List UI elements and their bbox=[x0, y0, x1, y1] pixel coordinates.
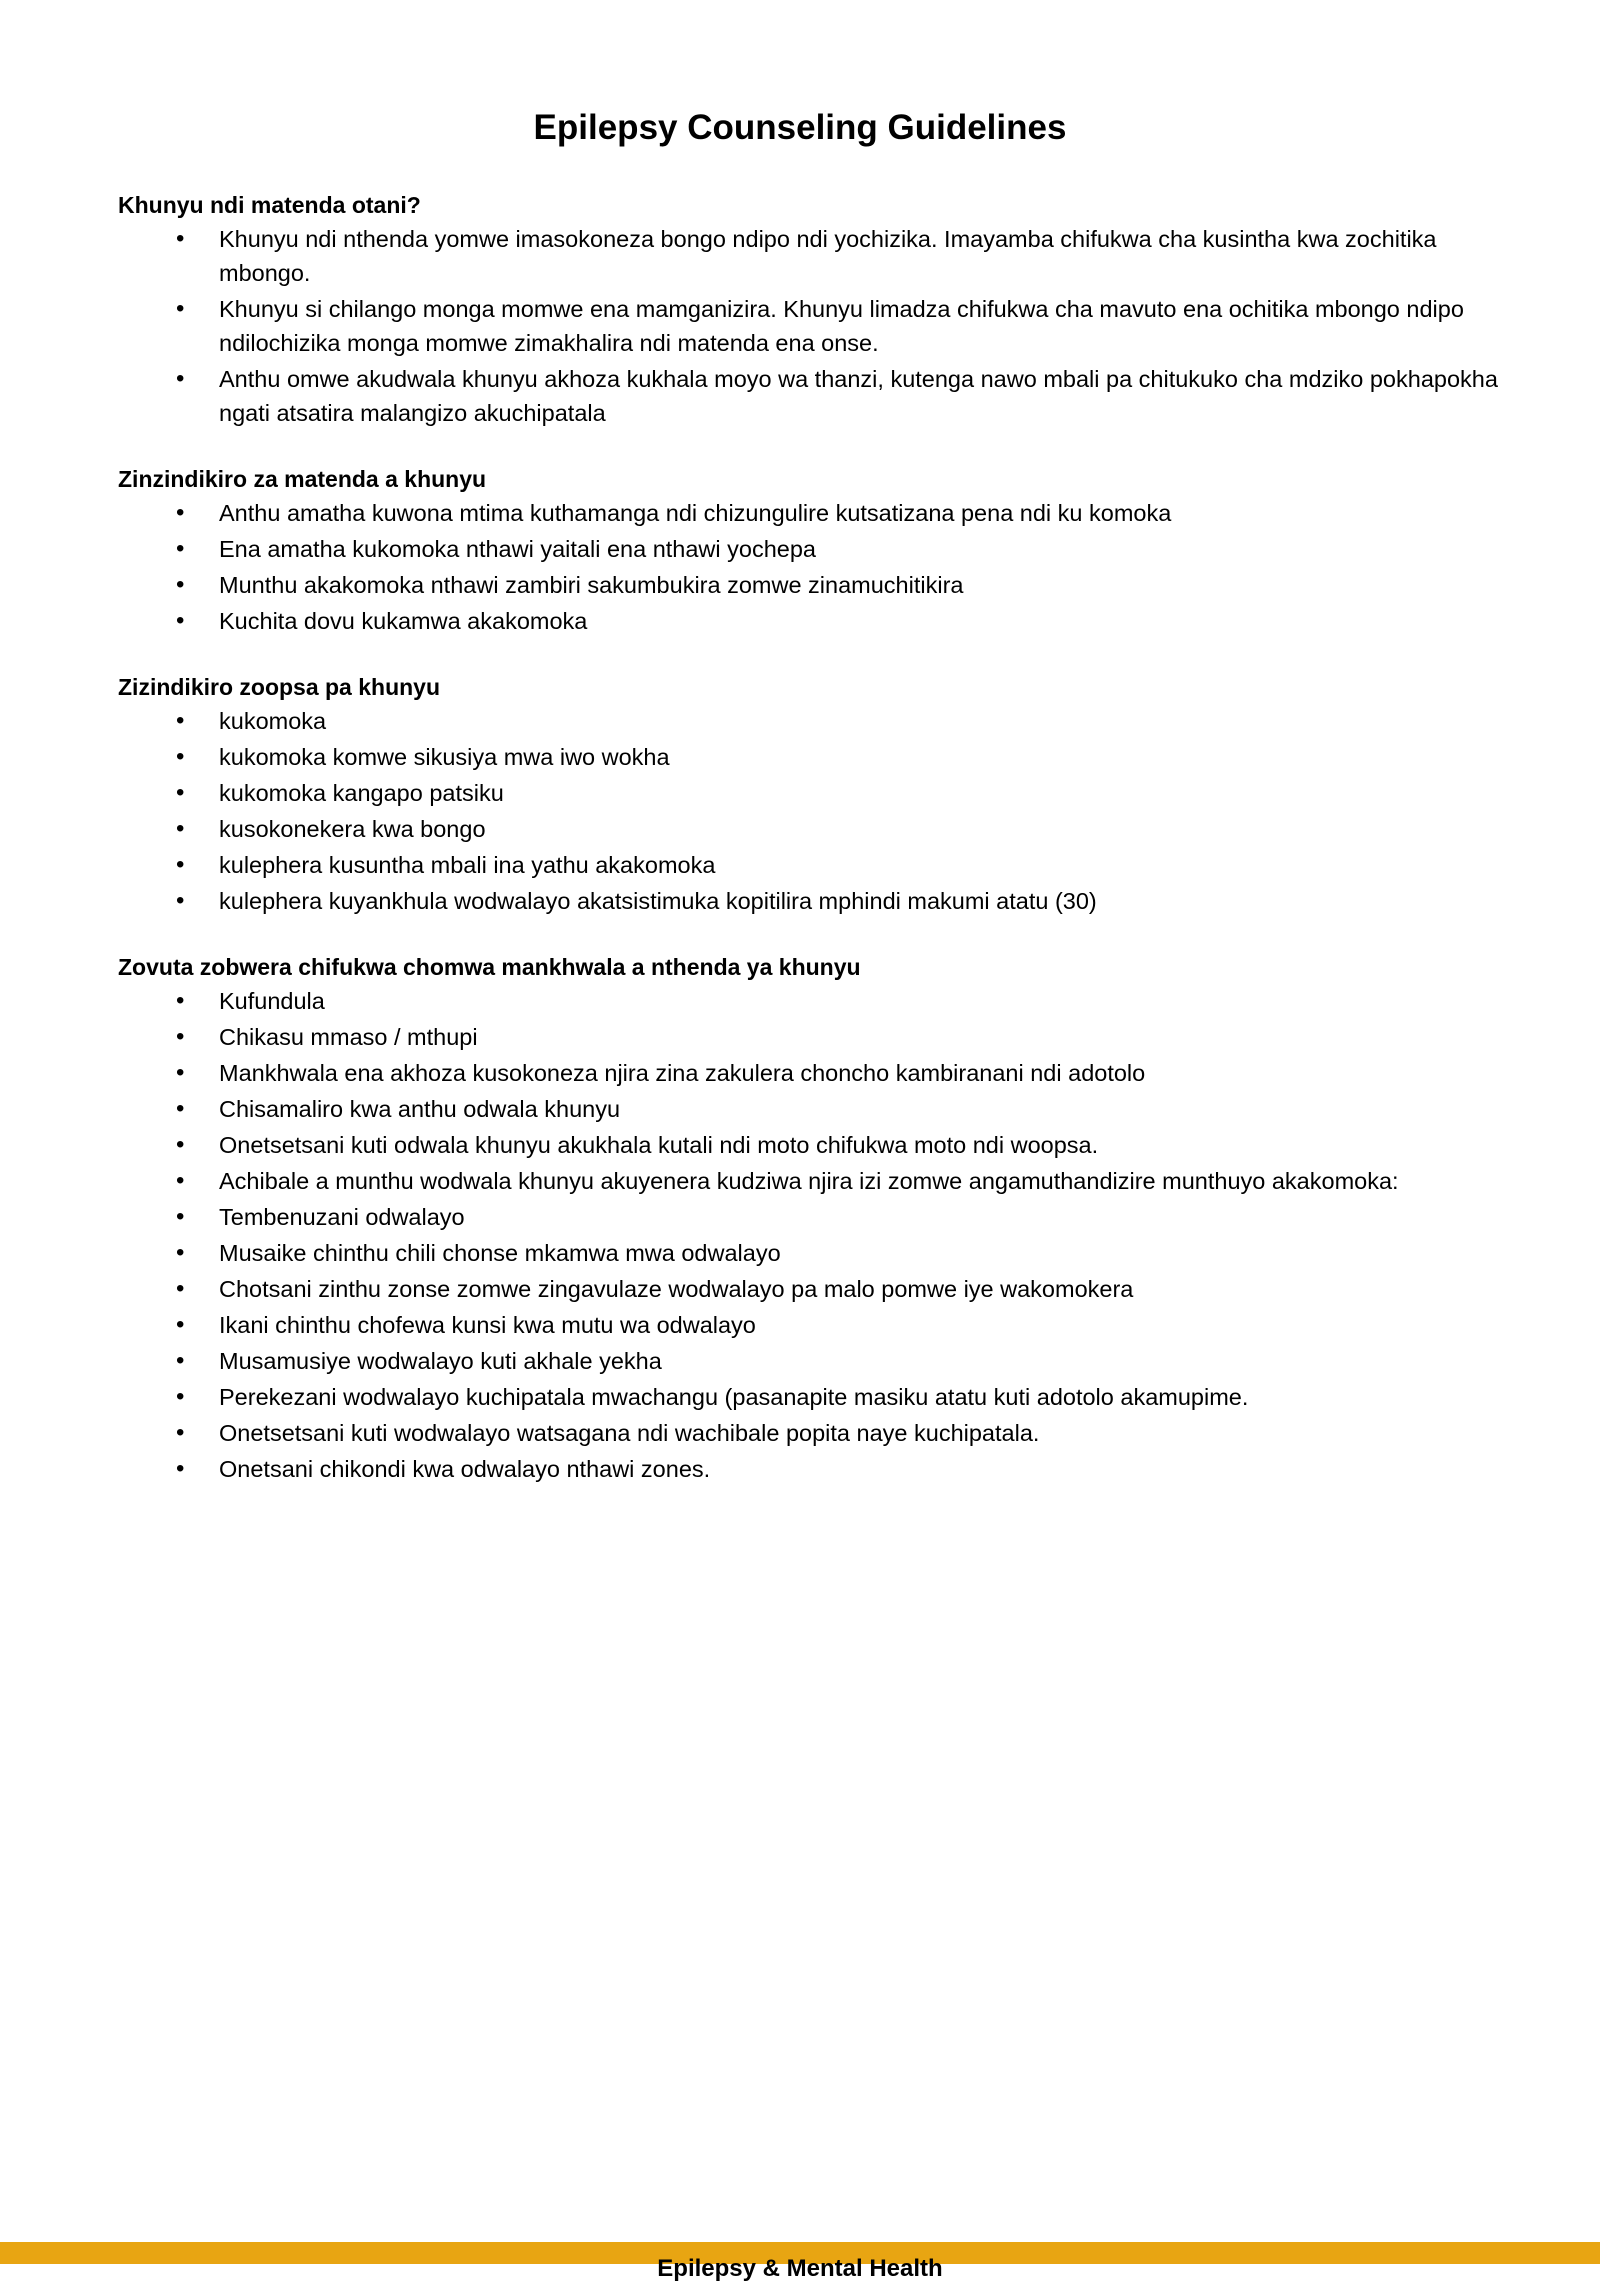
list-item: • kusokonekera kwa bongo bbox=[118, 812, 1498, 846]
list-item: • Anthu amatha kuwona mtima kuthamanga ndi chizungulire kutsatizana pena ndi ku komoka bbox=[118, 496, 1498, 530]
list-item: • Ikani chinthu chofewa kunsi kwa mutu wa odwalayo bbox=[118, 1308, 1498, 1342]
list-item: • kulephera kusuntha mbali ina yathu akakomoka bbox=[118, 848, 1498, 882]
section-danger-signs bbox=[118, 670, 1498, 918]
footer-text: Epilepsy & Mental Health bbox=[657, 2255, 943, 2282]
list-item: • kukomoka bbox=[118, 704, 1498, 738]
list-item: • Chotsani zinthu zonse zomwe zingavulaze wodwalayo pa malo pomwe iye wakomokera bbox=[118, 1272, 1498, 1306]
list-item: • Munthu akakomoka nthawi zambiri sakumbukira zomwe zinamuchitikira bbox=[118, 568, 1498, 602]
bullet-list bbox=[118, 496, 1498, 638]
list-item: • kukomoka kangapo patsiku bbox=[118, 776, 1498, 810]
list-item: • Chikasu mmaso / mthupi bbox=[118, 1020, 1498, 1054]
section-heading: Zovuta zobwera chifukwa chomwa mankhwala a nthenda ya khunyu bbox=[118, 954, 861, 980]
list-item: • Onetsetsani kuti wodwalayo watsagana ndi wachibale popita naye kuchipatala. bbox=[118, 1416, 1498, 1450]
list-item: • Onetsani chikondi kwa odwalayo nthawi zones. bbox=[118, 1452, 1498, 1486]
list-item: • kulephera kuyankhula wodwalayo akatsistimuka kopitilira mphindi makumi atatu (30) bbox=[118, 884, 1498, 918]
list-item: • Anthu omwe akudwala khunyu akhoza kukhala moyo wa thanzi, kutenga nawo mbali pa chitukuko cha mdziko pokhapokha ngati atsatira malangizo akuchipatala bbox=[118, 362, 1498, 430]
list-item: • Musamusiye wodwalayo kuti akhale yekha bbox=[118, 1344, 1498, 1378]
list-item: • Chisamaliro kwa anthu odwala khunyu bbox=[118, 1092, 1498, 1126]
list-item: • Onetsetsani kuti odwala khunyu akukhala kutali ndi moto chifukwa moto ndi woopsa. bbox=[118, 1128, 1498, 1162]
list-item: • Khunyu si chilango monga momwe ena mamganizira. Khunyu limadza chifukwa cha mavuto ena ochitika mbongo ndipo ndilochizika monga momwe zimakhalira ndi matenda ena onse. bbox=[118, 292, 1498, 360]
section-heading: Khunyu ndi matenda otani? bbox=[118, 192, 421, 218]
section-signs bbox=[118, 462, 1498, 638]
bullet-list bbox=[118, 984, 1498, 1486]
list-item: • Achibale a munthu wodwala khunyu akuyenera kudziwa njira izi zomwe angamuthandizire munthuyo akakomoka: bbox=[118, 1164, 1498, 1198]
document-body bbox=[118, 188, 1498, 1518]
section-heading: Zinzindikiro za matenda a khunyu bbox=[118, 466, 487, 492]
list-item: • Ena amatha kukomoka nthawi yaitali ena nthawi yochepa bbox=[118, 532, 1498, 566]
section-heading: Zizindikiro zoopsa pa khunyu bbox=[118, 674, 441, 700]
list-item: • Perekezani wodwalayo kuchipatala mwachangu (pasanapite masiku atatu kuti adotolo akamupime. bbox=[118, 1380, 1498, 1414]
list-item: • Khunyu ndi nthenda yomwe imasokoneza bongo ndipo ndi yochizika. Imayamba chifukwa cha kusintha kwa zochitika mbongo. bbox=[118, 222, 1498, 290]
list-item: • Musaike chinthu chili chonse mkamwa mwa odwalayo bbox=[118, 1236, 1498, 1270]
page-title: Epilepsy Counseling Guidelines bbox=[533, 108, 1067, 147]
section-what-is-epilepsy bbox=[118, 188, 1498, 430]
list-item: • Mankhwala ena akhoza kusokoneza njira zina zakulera choncho kambiranani ndi adotolo bbox=[118, 1056, 1498, 1090]
list-item: • kukomoka komwe sikusiya mwa iwo wokha bbox=[118, 740, 1498, 774]
section-side-effects bbox=[118, 950, 1498, 1486]
footer-bar bbox=[0, 2242, 1600, 2282]
bullet-list bbox=[118, 704, 1498, 918]
list-item: • Tembenuzani odwalayo bbox=[118, 1200, 1498, 1234]
bullet-list bbox=[118, 222, 1498, 430]
list-item: • Kufundula bbox=[118, 984, 1498, 1018]
list-item: • Kuchita dovu kukamwa akakomoka bbox=[118, 604, 1498, 638]
